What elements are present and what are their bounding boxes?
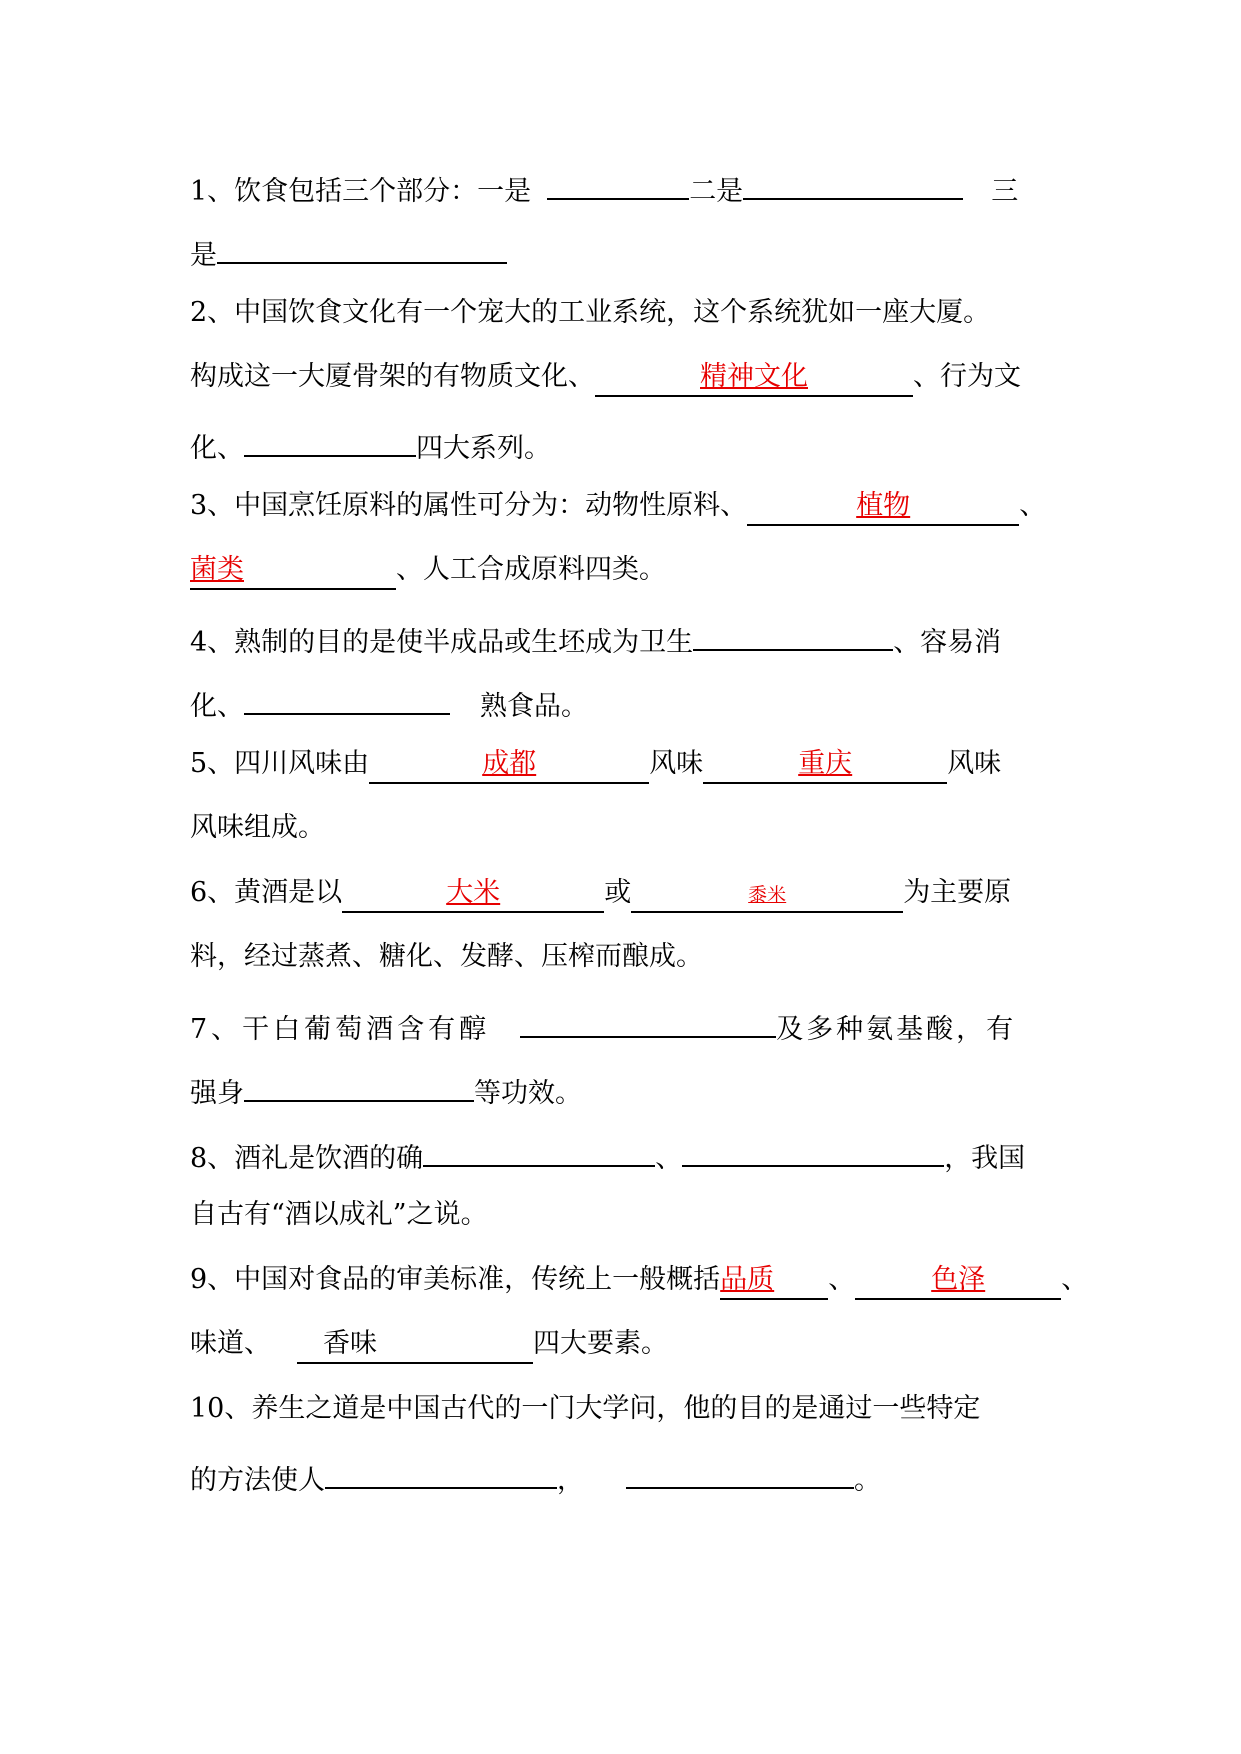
q6-text-c: 为主要原	[903, 877, 1012, 908]
q3-blank-2[interactable]	[190, 552, 396, 590]
q9-text-c: 、	[1061, 1264, 1089, 1295]
q9-answer-1: 品质	[720, 1264, 775, 1295]
question-1-line-1	[190, 162, 1060, 206]
q4-text-d: 熟食品。	[480, 691, 588, 722]
q10-text-d: 。	[854, 1465, 881, 1496]
question-5-line-2	[190, 806, 1060, 850]
question-1-line-2	[190, 226, 1060, 270]
q7-text-d: 等功效。	[474, 1078, 582, 1109]
q9-text-a: 9、中国对食品的审美标准，传统上一般概括	[190, 1264, 721, 1295]
q5-text-c: 风味	[947, 748, 1002, 779]
question-10-line-2	[190, 1451, 1060, 1495]
q4-text-a: 4、熟制的目的是使半成品或生坯成为卫生	[190, 627, 694, 658]
q10-text-c: ，	[557, 1465, 584, 1496]
q10-text-a: 10、养生之道是中国古代的一门大学问，他的目的是通过一些特定	[190, 1393, 981, 1424]
question-8-line-1	[190, 1129, 1060, 1173]
q7-text-a: 7、干白葡萄酒含有醇	[190, 1014, 491, 1045]
q5-text-a: 5、四川风味由	[190, 748, 370, 779]
q8-text-a: 8、酒礼是饮酒的确	[190, 1143, 424, 1174]
question-9-line-1	[190, 1258, 1089, 1302]
q4-blank-2[interactable]	[244, 677, 450, 715]
q2-answer-1: 精神文化	[700, 361, 808, 392]
question-7-line-1	[190, 1000, 1060, 1044]
question-6-line-1	[190, 871, 1060, 915]
q6-blank-1[interactable]	[342, 875, 604, 913]
q10-blank-2[interactable]	[626, 1451, 854, 1489]
q6-blank-2[interactable]	[631, 875, 903, 913]
q2-blank-1[interactable]	[595, 359, 913, 397]
q6-text-b: 或	[604, 877, 632, 908]
q2-text-c: 、行为文	[913, 361, 1021, 392]
q9-text-d: 味道、	[190, 1328, 271, 1359]
q1-text-c: 三	[991, 176, 1019, 207]
q9-text-e: 四大要素。	[533, 1328, 668, 1359]
q4-text-b: 、容易消	[893, 627, 1002, 658]
question-2-line-2	[190, 355, 1060, 399]
q2-text-d: 化、	[190, 433, 244, 464]
q10-blank-1[interactable]	[325, 1451, 557, 1489]
q1-text-d: 是	[190, 240, 217, 271]
q7-text-b: 及多种氨基酸，有	[776, 1014, 1017, 1045]
q9-answer-2: 色泽	[931, 1264, 986, 1295]
q1-blank-1[interactable]	[547, 162, 689, 200]
q6-text-d: 料，经过蒸煮、糖化、发酵、压榨而酿成。	[190, 941, 703, 972]
q8-text-b: 、	[655, 1143, 683, 1174]
q7-text-c: 强身	[190, 1078, 244, 1109]
q3-answer-2: 菌类	[190, 554, 244, 585]
question-4-line-1	[190, 613, 1060, 657]
question-3-line-2	[190, 548, 1060, 592]
q2-text-b: 构成这一大厦骨架的有物质文化、	[190, 361, 595, 392]
q2-text-e: 四大系列。	[416, 433, 551, 464]
q6-answer-1: 大米	[446, 877, 501, 908]
q3-answer-1: 植物	[856, 490, 911, 521]
q3-text-c: 、人工合成原料四类。	[396, 554, 666, 585]
question-2-line-1	[190, 291, 1060, 335]
q2-text-a: 2、中国饮食文化有一个宠大的工业系统，这个系统犹如一座大厦。	[190, 297, 991, 328]
q6-text-a: 6、黄酒是以	[190, 877, 343, 908]
q5-text-d: 风味组成。	[190, 812, 325, 843]
q9-blank-2[interactable]	[855, 1262, 1061, 1300]
question-7-line-2	[190, 1064, 1060, 1108]
q5-answer-2: 重庆	[798, 748, 853, 779]
q3-blank-1[interactable]	[747, 488, 1019, 526]
question-5-line-1	[190, 742, 1060, 786]
q8-blank-2[interactable]	[682, 1129, 944, 1167]
q5-blank-1[interactable]	[369, 746, 649, 784]
q1-blank-2[interactable]	[743, 162, 963, 200]
q6-answer-2: 黍米	[748, 884, 787, 906]
q5-answer-1: 成都	[482, 748, 537, 779]
q9-blank-1[interactable]	[720, 1262, 828, 1300]
q9-answer-3: 香味	[323, 1328, 377, 1359]
q1-text-a: 1、饮食包括三个部分：一是	[190, 176, 532, 207]
q3-text-b: 、	[1019, 490, 1047, 521]
q7-blank-2[interactable]	[244, 1064, 474, 1102]
q4-text-c: 化、	[190, 691, 244, 722]
q5-blank-2[interactable]	[703, 746, 947, 784]
q2-blank-2[interactable]	[244, 419, 416, 457]
q9-text-b: 、	[828, 1264, 856, 1295]
q8-text-c: ，我国	[944, 1143, 1026, 1174]
q9-blank-3[interactable]	[297, 1326, 533, 1364]
q10-text-b: 的方法使人	[190, 1465, 325, 1496]
question-10-line-1	[190, 1387, 1060, 1431]
q4-blank-1[interactable]	[693, 613, 893, 651]
q3-text-a: 3、中国烹饪原料的属性可分为：动物性原料、	[190, 490, 748, 521]
q8-text-d: 自古有“酒以成礼”之说。	[190, 1199, 488, 1230]
q5-text-b: 风味	[649, 748, 704, 779]
question-6-line-2	[190, 935, 1060, 979]
q1-blank-3[interactable]	[217, 226, 507, 264]
question-4-line-2	[190, 677, 1060, 721]
question-9-line-2	[190, 1322, 1060, 1366]
q7-blank-1[interactable]	[520, 1000, 776, 1038]
q1-text-b: 二是	[689, 176, 744, 207]
question-2-line-3	[190, 419, 1060, 463]
question-8-line-2	[190, 1193, 1060, 1237]
question-3-line-1	[190, 484, 1060, 528]
q8-blank-1[interactable]	[423, 1129, 655, 1167]
